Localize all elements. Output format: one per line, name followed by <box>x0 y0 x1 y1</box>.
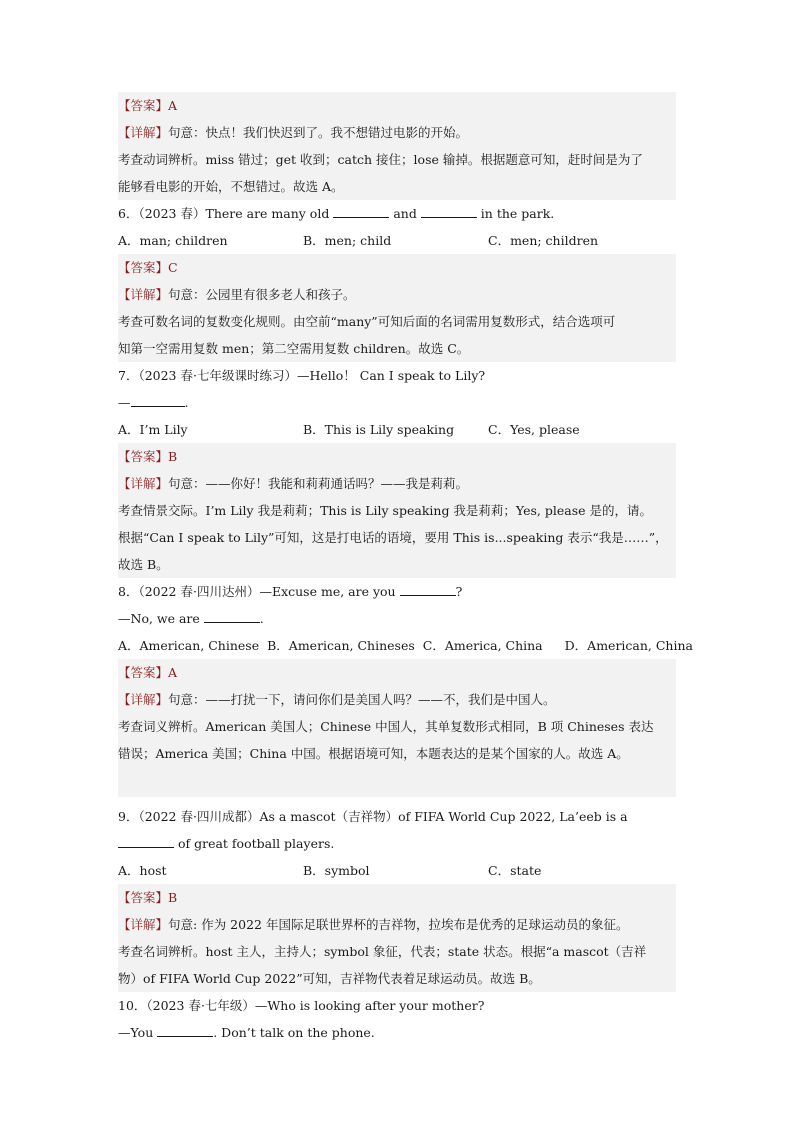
detail-text: 考查动词辨析。miss 错过；get 收到；catch 接住；lose 输掉。根据题意可知，赶时间是为了 <box>118 146 676 173</box>
detail-line: 【详解】句意: 作为 2022 年国际足联世界杯的吉祥物，拉埃布是优秀的足球运动员的象征。 <box>118 911 676 938</box>
detail-text: 能够看电影的开始，不想错过。故选 A。 <box>118 173 676 200</box>
answer-value: B <box>168 449 178 464</box>
detail-text: 物）of FIFA World Cup 2022”可知，吉祥物代表着足球运动员。故选 B。 <box>118 965 676 992</box>
answer-label: 【答案】 <box>118 665 169 680</box>
answer-blank <box>333 203 389 218</box>
option-c: C．America, China <box>422 638 543 653</box>
answer-blank <box>157 1022 213 1037</box>
detail-label: 【详解】 <box>118 917 169 932</box>
detail-line: 【详解】句意：——打扰一下，请问你们是美国人吗？——不，我们是中国人。 <box>118 686 676 713</box>
option-a: A．host <box>118 863 167 878</box>
detail-label: 【详解】 <box>118 692 169 707</box>
detail-line: 【详解】句意：——你好！我能和莉莉通话吗？——我是莉莉。 <box>118 470 676 497</box>
option-c: C．men; children <box>488 233 599 248</box>
answer-line <box>118 254 676 281</box>
detail-text: 句意：快点！我们快迟到了。我不想错过电影的开始。 <box>168 125 469 140</box>
option-d: D．American, China <box>564 638 693 653</box>
detail-text: 考查名词辨析。host 主人，主持人；symbol 象征，代表；state 状态。根据“a mascot（吉祥 <box>118 938 676 965</box>
detail-text: 知第一空需用复数 men；第二空需用复数 children。故选 C。 <box>118 335 676 362</box>
answer-line <box>118 659 676 686</box>
detail-label: 【详解】 <box>118 125 169 140</box>
detail-text: 故选 B。 <box>118 551 676 578</box>
question-reply: —No, we are . <box>118 605 676 632</box>
answer-blank <box>118 833 174 848</box>
question-stem: 8．（2022 春·四川达州）—Excuse me, are you ? <box>118 578 676 605</box>
question-reply: —You . Don’t talk on the phone. <box>118 1019 676 1046</box>
detail-text: 错误；America 美国；China 中国。根据语境可知，本题表达的是某个国家的人。故选 A。 <box>118 740 676 767</box>
question-stem: 6．（2023 春）There are many old and in the park. <box>118 200 676 227</box>
question-reply: — . <box>118 389 676 416</box>
answer-line <box>118 884 676 911</box>
answer-label: 【答案】 <box>118 260 169 275</box>
answer-line <box>118 92 676 119</box>
answer-label: 【答案】 <box>118 890 169 905</box>
detail-line: 【详解】句意：公园里有很多老人和孩子。 <box>118 281 676 308</box>
detail-label: 【详解】 <box>118 476 169 491</box>
question-stem: 9．（2022 春·四川成都）As a mascot（吉祥物）of FIFA World Cup 2022, La’eeb is a <box>118 809 628 824</box>
option-c: C．Yes, please <box>488 422 580 437</box>
question-stem: 7．（2023 春·七年级课时练习）—Hello！ Can I speak to Lily? <box>118 368 486 383</box>
detail-label: 【详解】 <box>118 287 169 302</box>
answer-blank <box>204 608 260 623</box>
question-stem: of great football players. <box>118 830 676 857</box>
detail-text: 考查可数名词的复数变化规则。由空前“many”可知后面的名词需用复数形式，结合选项可 <box>118 308 676 335</box>
document-page <box>118 92 693 1046</box>
option-b: B．American, Chineses <box>267 638 415 653</box>
answer-label: 【答案】 <box>118 98 169 113</box>
option-a: A．American, Chinese <box>118 638 260 653</box>
option-b: B．This is Lily speaking <box>303 422 455 437</box>
answer-value: A <box>168 665 178 680</box>
answer-value: C <box>168 260 178 275</box>
answer-label: 【答案】 <box>118 449 169 464</box>
question-stem: 10．（2023 春·七年级）—Who is looking after your mother? <box>118 998 485 1013</box>
detail-text: 根据“Can I speak to Lily”可知，这是打电话的语境，要用 This is...speaking 表示“我是……”， <box>118 524 676 551</box>
detail-text: 考查词义辨析。American 美国人；Chinese 中国人，其单复数形式相同，B 项 Chineses 表达 <box>118 713 676 740</box>
options-row <box>118 632 693 659</box>
option-a: A．man; children <box>118 233 228 248</box>
answer-value: A <box>168 98 178 113</box>
answer-line <box>118 443 676 470</box>
answer-blank <box>400 581 456 596</box>
answer-block-padding <box>118 767 676 797</box>
option-c: C．state <box>488 863 542 878</box>
detail-text: 考查情景交际。I’m Lily 我是莉莉；This is Lily speaking 我是莉莉；Yes, please 是的，请。 <box>118 497 676 524</box>
answer-blank <box>131 392 185 407</box>
detail-line <box>118 119 676 146</box>
answer-value: B <box>168 890 178 905</box>
option-a: A．I’m Lily <box>118 422 188 437</box>
options-row <box>118 857 676 884</box>
options-row <box>118 416 676 443</box>
options-row <box>118 227 676 254</box>
answer-blank <box>421 203 477 218</box>
option-b: B．symbol <box>303 863 370 878</box>
option-b: B．men; child <box>303 233 392 248</box>
